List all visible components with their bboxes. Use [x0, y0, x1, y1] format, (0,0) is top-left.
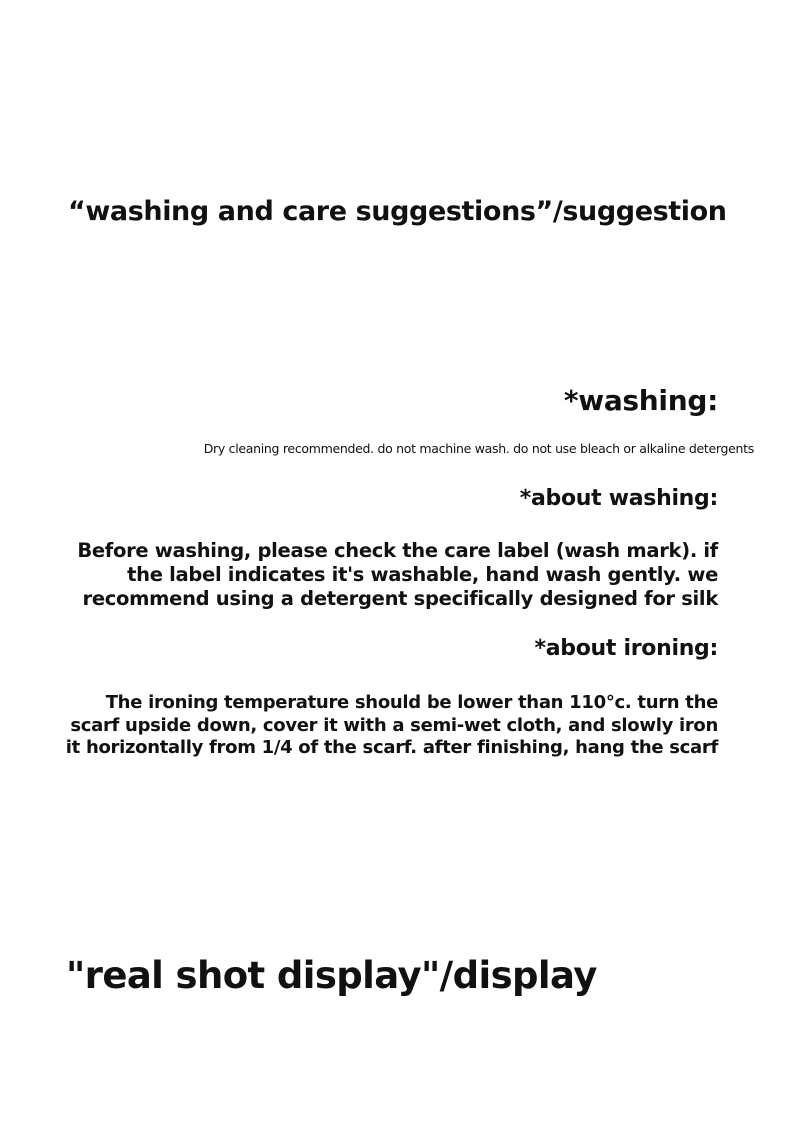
about-washing-text: Before washing, please check the care label (wash mark). if the label indicates it's washable, hand wash gently. we recommend using a detergent specifically designed for silk	[77, 539, 718, 610]
washing-note: Dry cleaning recommended. do not machine wash. do not use bleach or alkaline detergents	[203, 441, 754, 456]
about-ironing-heading: *about ironing:	[534, 636, 718, 661]
about-ironing-text: The ironing temperature should be lower than 110°c. turn the scarf upside down, cover it with a semi-wet cloth, and slowly iron it horizontally from 1/4 of the scarf. after finishing, hang the scarf	[65, 692, 718, 758]
washing-heading: *washing:	[563, 384, 718, 417]
display-section-title: "real shot display"/display	[66, 954, 597, 997]
about-washing-heading: *about washing:	[519, 486, 718, 511]
care-section-title: “washing and care suggestions”/suggestion	[68, 196, 727, 227]
